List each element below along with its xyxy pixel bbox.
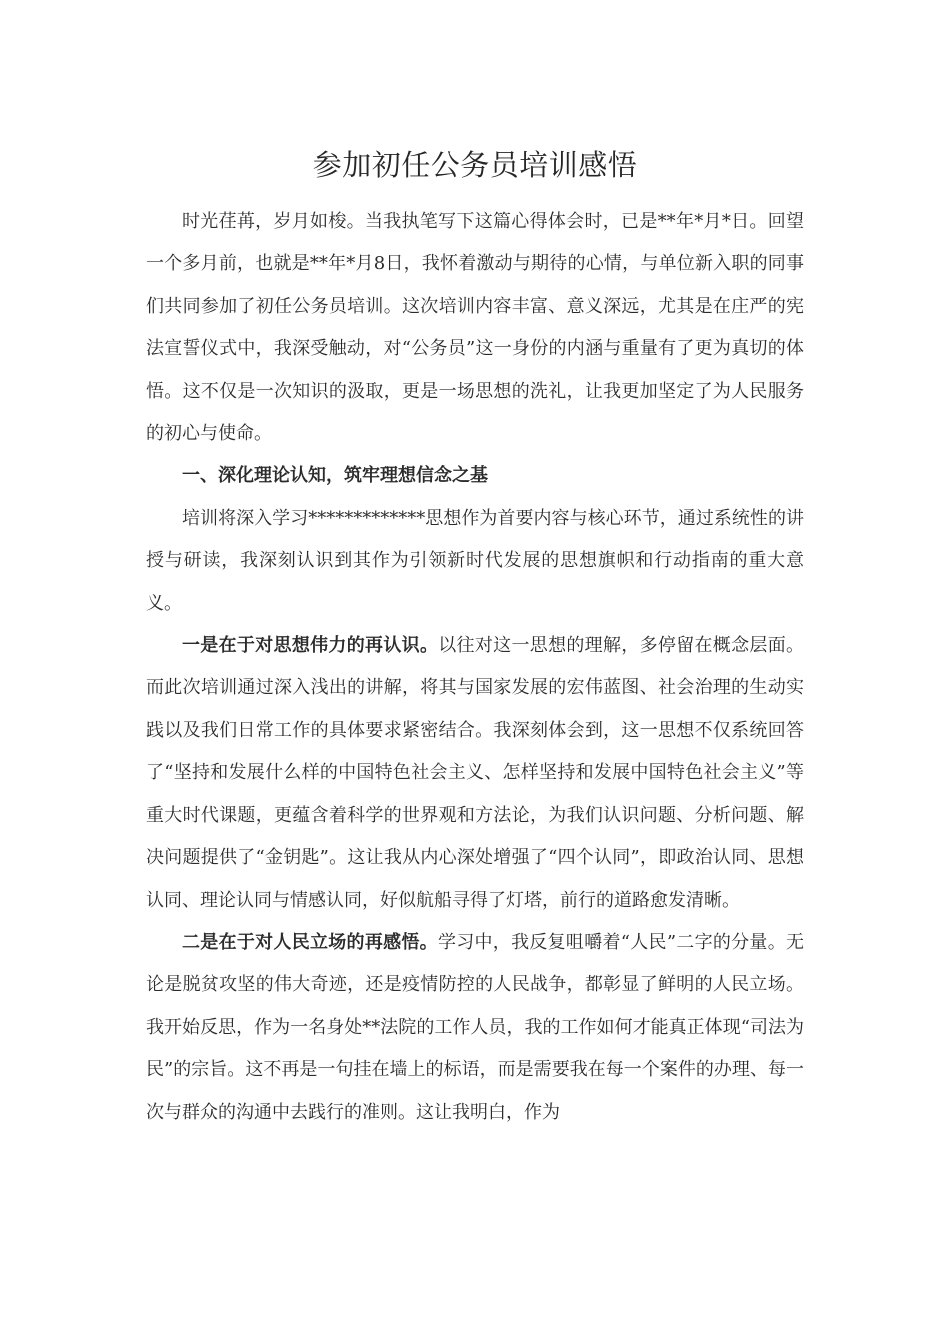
paragraph-section-1-intro-text: 培训将深入学习*************思想作为首要内容与核心环节，通过系统性的讲授与研读，我深刻认识到其作为引领新时代发展的思想旗帜和行动指南的重大意义。: [146, 507, 804, 614]
document-title: 参加初任公务员培训感悟: [312, 148, 638, 182]
paragraph-point-1: [146, 625, 804, 922]
paragraph-point-2-lead: 二是在于对人民立场的再感悟。: [182, 931, 438, 953]
document-body: [146, 201, 804, 1134]
paragraph-section-1-intro: [146, 498, 804, 625]
paragraph-point-2-text: 学习中，我反复咀嚼着“人民”二字的分量。无论是脱贫攻坚的伟大奇迹，还是疫情防控的人民战争，都彰显了鲜明的人民立场。我开始反思，作为一名身处**法院的工作人员，我的工作如何才能真正体现“司法为民”的宗旨。这不再是一句挂在墙上的标语，而是需要我在每一个案件的办理、每一次与群众的沟通中去践行的准则。这让我明白，作为: [146, 931, 804, 1123]
paragraph-point-1-text: 以往对这一思想的理解，多停留在概念层面。而此次培训通过深入浅出的讲解，将其与国家发展的宏伟蓝图、社会治理的生动实践以及我们日常工作的具体要求紧密结合。我深刻体会到，这一思想不仅系统回答了“坚持和发展什么样的中国特色社会主义、怎样坚持和发展中国特色社会主义”等重大时代课题，更蕴含着科学的世界观和方法论，为我们认识问题、分析问题、解决问题提供了“金钥匙”。这让我从内心深处增强了“四个认同”，即政治认同、思想认同、理论认同与情感认同，好似航船寻得了灯塔，前行的道路愈发清晰。: [146, 635, 805, 911]
paragraph-point-2: [146, 922, 804, 1134]
paragraph-intro: [146, 201, 804, 455]
paragraph-intro-text: 时光荏苒，岁月如梭。当我执笔写下这篇心得体会时，已是**年*月*日。回望一个多月前，也就是**年*月8日，我怀着激动与期待的心情，与单位新入职的同事们共同参加了初任公务员培训。这次培训内容丰富、意义深远，尤其是在庄严的宪法宣誓仪式中，我深受触动，对“公务员”这一身份的内涵与重量有了更为真切的体悟。这不仅是一次知识的汲取，更是一场思想的洗礼，让我更加坚定了为人民服务的初心与使命。: [146, 211, 804, 445]
section-heading-1: 一、深化理论认知，筑牢理想信念之基: [182, 465, 488, 487]
paragraph-point-1-lead: 一是在于对思想伟力的再认识。: [182, 635, 439, 657]
